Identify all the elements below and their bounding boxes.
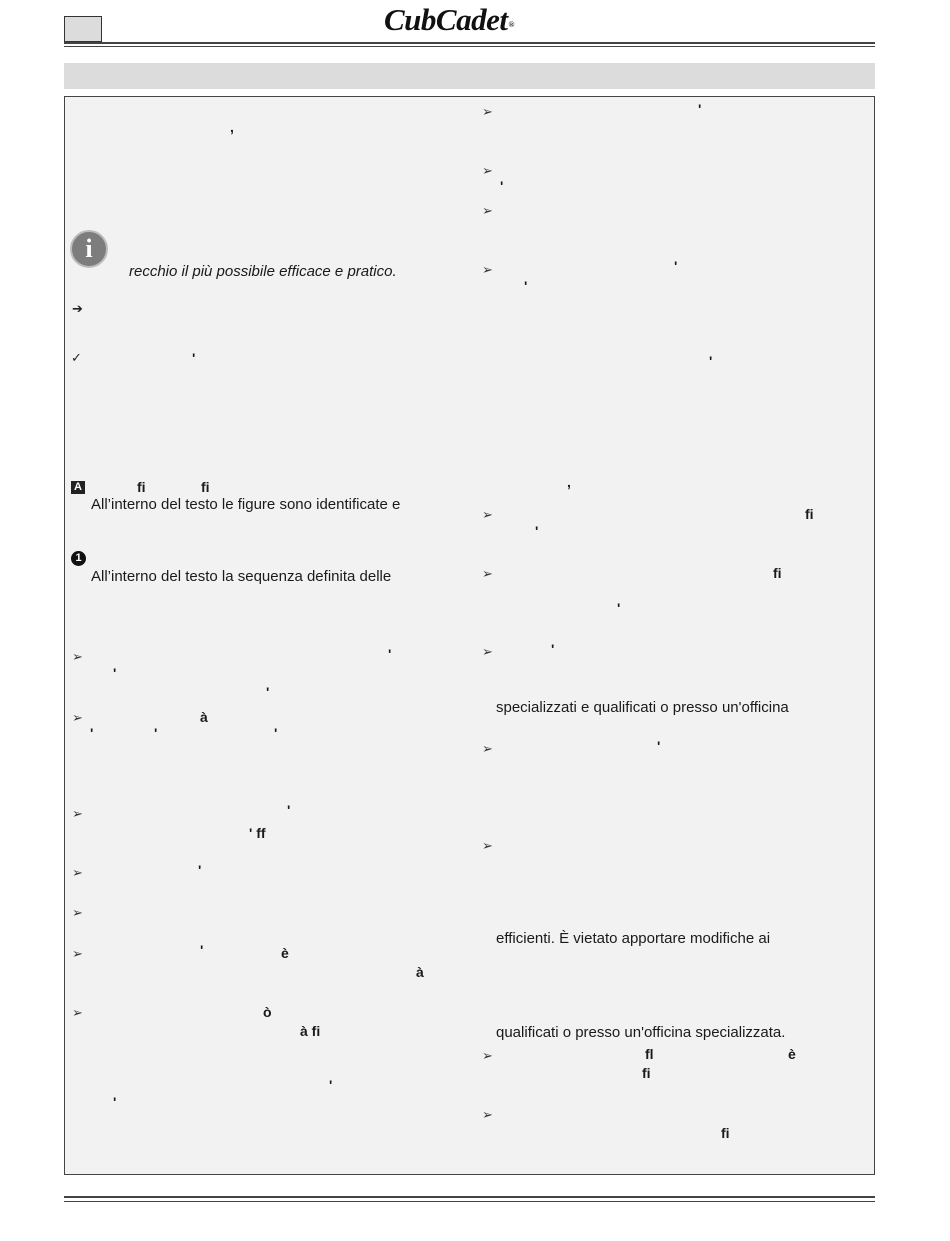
text-fragment: ' xyxy=(698,101,702,117)
text-fragment: ' xyxy=(192,350,196,366)
bullet-icon: ➢ xyxy=(482,838,493,853)
bullet-icon: ➢ xyxy=(482,203,493,218)
bullet-icon: ➢ xyxy=(482,163,493,178)
header-rule xyxy=(64,42,875,44)
text-fragment: è xyxy=(788,1046,796,1062)
sequence-description: All’interno del testo la sequenza definita delle xyxy=(91,568,392,585)
bullet-icon: ➢ xyxy=(482,644,493,659)
footer-rule-thin xyxy=(64,1201,875,1202)
content-frame xyxy=(64,96,875,1175)
arrow-right-icon: ➔ xyxy=(72,302,83,317)
bullet-icon: ➢ xyxy=(72,649,83,664)
text-fragment: ' xyxy=(709,353,713,369)
bullet-icon: ➢ xyxy=(482,262,493,277)
text-fragment: à xyxy=(416,964,424,980)
text-fragment: fi xyxy=(721,1125,730,1141)
text-fragment: ' xyxy=(329,1077,333,1093)
text-fragment: ' xyxy=(287,802,291,818)
text-fragment: fi xyxy=(201,479,210,495)
text-fragment: ' xyxy=(90,725,94,741)
header-rule-thin xyxy=(64,46,875,47)
bullet-icon: ➢ xyxy=(482,1048,493,1063)
info-note-text: recchio il più possibile efficace e pratico. xyxy=(129,263,397,280)
text-fragment: ' xyxy=(657,738,661,754)
text-fragment: ' xyxy=(617,600,621,616)
footer-rule xyxy=(64,1196,875,1198)
text-fragment: fl xyxy=(645,1046,654,1062)
service-text: specializzati e qualificati o presso un'officina xyxy=(496,699,789,716)
bullet-icon: ➢ xyxy=(72,806,83,821)
page-number-box xyxy=(64,16,102,42)
text-fragment: ' xyxy=(388,646,392,662)
text-fragment: ' xyxy=(535,523,539,539)
text-fragment: fi xyxy=(642,1065,651,1081)
text-fragment: ' xyxy=(551,641,555,657)
info-icon: i xyxy=(70,230,108,268)
check-icon: ✓ xyxy=(71,351,82,366)
text-fragment: ' xyxy=(113,665,117,681)
figure-letter-badge: A xyxy=(71,481,85,494)
bullet-icon: ➢ xyxy=(72,710,83,725)
text-fragment: fi xyxy=(137,479,146,495)
bullet-icon: ➢ xyxy=(482,104,493,119)
text-fragment: ' xyxy=(674,258,678,274)
bullet-icon: ➢ xyxy=(72,865,83,880)
service-text-2: qualificati o presso un'officina specializzata. xyxy=(496,1024,786,1041)
bullet-icon: ➢ xyxy=(72,1005,83,1020)
figures-description: All’interno del testo le figure sono identificate e xyxy=(91,496,401,513)
text-fragment: ò xyxy=(263,1004,272,1020)
text-fragment: ' xyxy=(198,862,202,878)
text-fragment: fi xyxy=(773,565,782,581)
text-fragment: ' xyxy=(200,942,204,958)
text-fragment: ' xyxy=(113,1094,117,1110)
step-number-badge: 1 xyxy=(71,551,86,566)
text-fragment: fi xyxy=(805,506,814,522)
bullet-icon: ➢ xyxy=(72,905,83,920)
text-fragment: ' xyxy=(274,725,278,741)
bullet-icon: ➢ xyxy=(482,1107,493,1122)
bullet-icon: ➢ xyxy=(482,566,493,581)
text-fragment: ' xyxy=(154,725,158,741)
text-fragment: ' xyxy=(500,178,504,194)
bullet-icon: ➢ xyxy=(482,507,493,522)
text-fragment: , xyxy=(567,474,571,490)
brand-logo: CubCadet® xyxy=(384,2,514,37)
bullet-icon: ➢ xyxy=(72,946,83,961)
section-title-band xyxy=(64,63,875,89)
text-fragment: à xyxy=(200,709,208,725)
text-fragment: à fi xyxy=(300,1023,321,1039)
text-fragment: è xyxy=(281,945,289,961)
text-fragment: ' ff xyxy=(249,825,266,841)
text-fragment: ' xyxy=(266,684,270,700)
modification-warning-text: efficienti. È vietato apportare modifiche ai xyxy=(496,930,771,947)
text-fragment: ' xyxy=(524,278,528,294)
bullet-icon: ➢ xyxy=(482,741,493,756)
text-fragment: , xyxy=(230,119,234,135)
